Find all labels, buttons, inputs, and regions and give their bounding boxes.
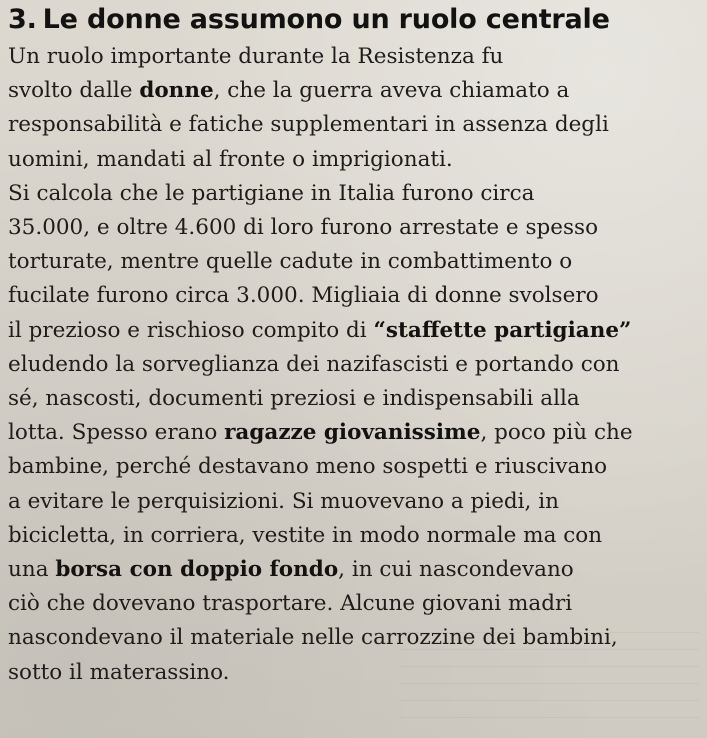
text-line xyxy=(8,40,707,74)
text-line xyxy=(8,485,707,519)
text-run: bicicletta, in corriera, vestite in modo normale ma con xyxy=(8,522,603,548)
text-run: , in cui nascondevano xyxy=(338,557,574,583)
text-line xyxy=(8,245,707,279)
bold-text: borsa con doppio fondo xyxy=(55,557,339,583)
text-run: eludendo la sorveglianza dei nazifascisti e portando con xyxy=(8,351,620,377)
text-run: Si calcola che le partigiane in Italia furono circa xyxy=(8,180,535,206)
text-line xyxy=(8,382,707,416)
text-run: svolto dalle xyxy=(8,78,140,104)
text-line xyxy=(8,279,707,313)
text-run: sé, nascosti, documenti preziosi e indispensabili alla xyxy=(8,386,580,412)
text-run: uomini, mandati al fronte o imprigionati. xyxy=(8,146,453,172)
text-line xyxy=(8,211,707,245)
text-line xyxy=(8,553,707,587)
text-run: nascondevano il materiale nelle carrozzine dei bambini, xyxy=(8,625,618,651)
text-run: ciò che dovevano trasportare. Alcune giovani madri xyxy=(8,591,573,617)
bold-text: “staffette partigiane” xyxy=(373,317,632,343)
bold-text: donne xyxy=(139,78,214,104)
text-line xyxy=(8,108,707,142)
text-line xyxy=(8,177,707,211)
text-line xyxy=(8,519,707,553)
text-run: bambine, perché destavano meno sospetti e riuscivano xyxy=(8,454,608,480)
text-run: fucilate furono circa 3.000. Migliaia di donne svolsero xyxy=(8,283,599,309)
text-run: lotta. Spesso erano xyxy=(8,420,225,446)
bold-text: ragazze giovanissime xyxy=(224,420,481,446)
text-run: responsabilità e fatiche supplementari in assenza degli xyxy=(8,112,609,138)
text-run: 35.000, e oltre 4.600 di loro furono arrestate e spesso xyxy=(8,215,599,241)
text-line xyxy=(8,450,707,484)
text-run: a evitare le perquisizioni. Si muovevano a piedi, in xyxy=(8,488,559,514)
text-run: , poco più che xyxy=(480,420,633,446)
section-heading xyxy=(8,4,707,36)
text-line xyxy=(8,416,707,450)
text-run: sotto il materassino. xyxy=(8,659,230,685)
text-line xyxy=(8,587,707,621)
text-run: una xyxy=(8,557,56,583)
section-title: Le donne assumono un ruolo centrale xyxy=(42,4,610,35)
text-run: , che la guerra aveva chiamato a xyxy=(213,78,570,104)
body-paragraph xyxy=(8,40,707,690)
text-line xyxy=(8,314,707,348)
text-run: il prezioso e rischioso compito di xyxy=(8,317,374,343)
text-line xyxy=(8,74,707,108)
paper-texture xyxy=(399,628,699,718)
text-run: torturate, mentre quelle cadute in combattimento o xyxy=(8,249,573,275)
text-run: Un ruolo importante durante la Resistenza fu xyxy=(8,44,504,69)
section-number: 3. xyxy=(8,4,37,35)
text-line xyxy=(8,143,707,177)
text-line xyxy=(8,348,707,382)
